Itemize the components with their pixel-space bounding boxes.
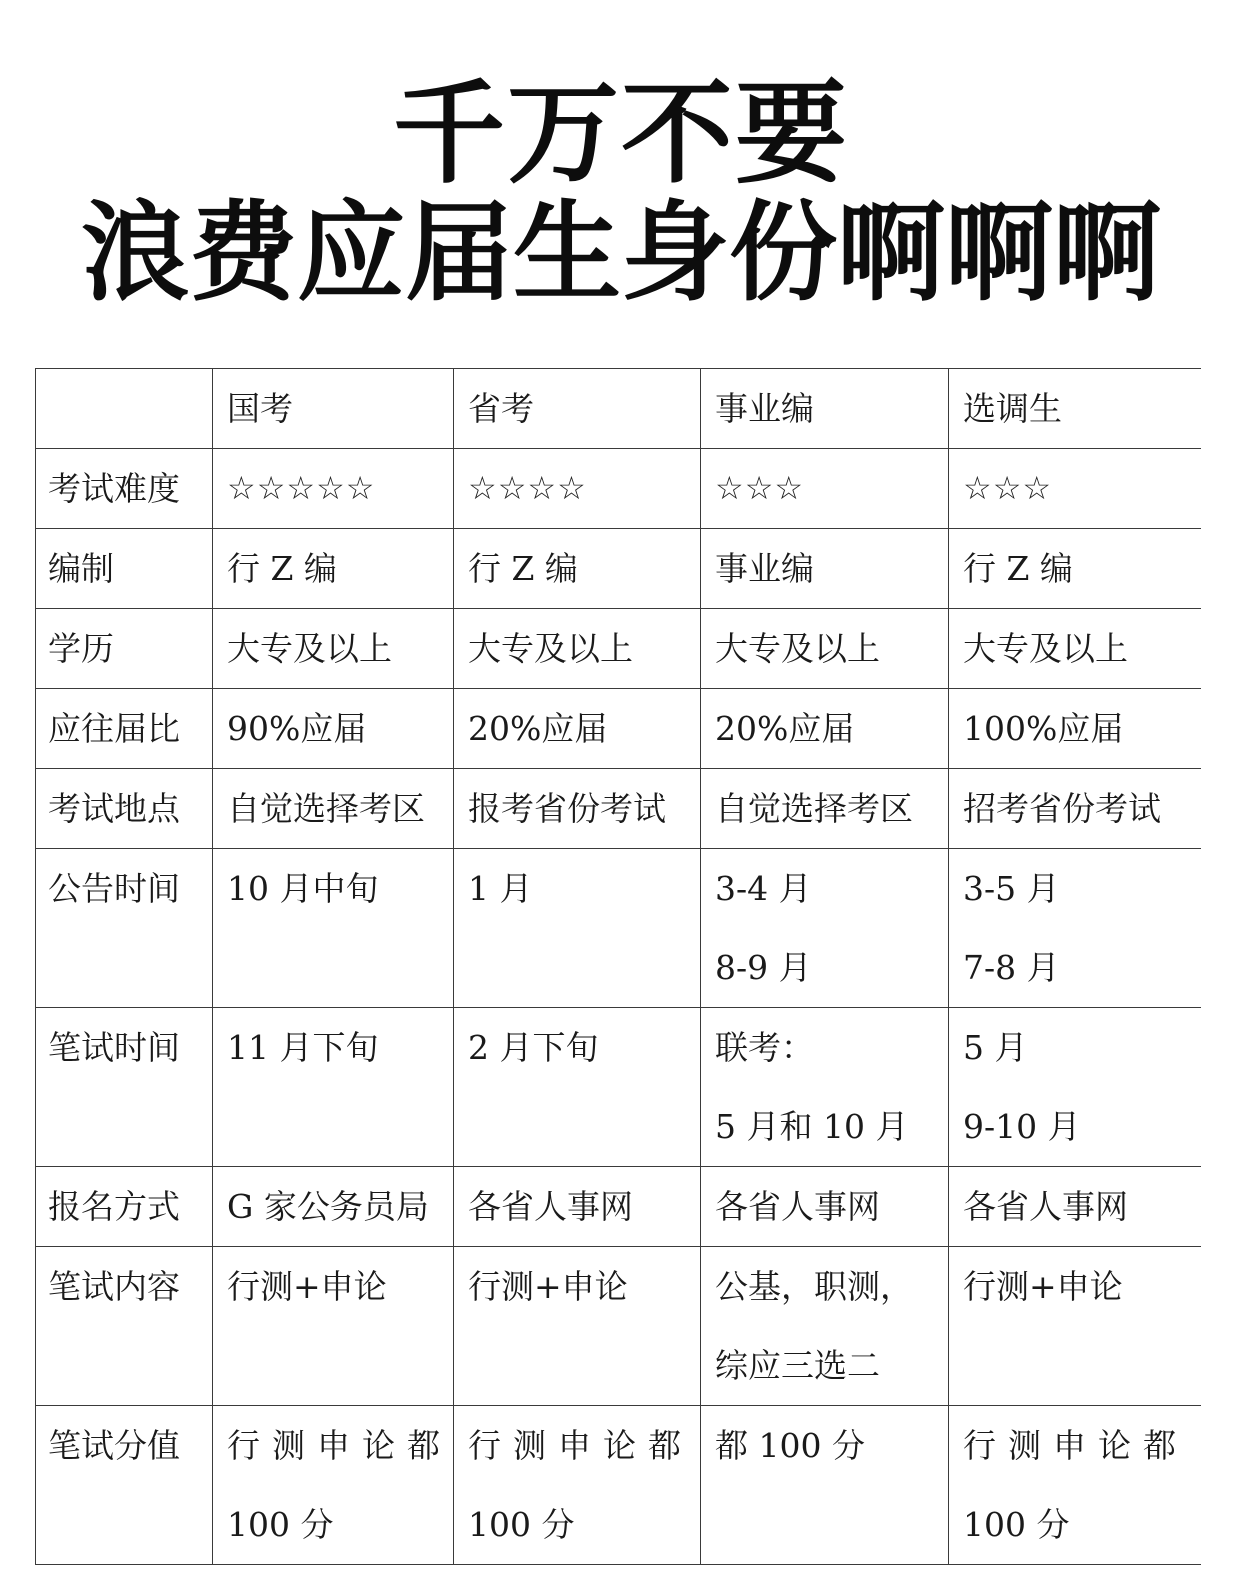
table-cell	[949, 609, 1202, 689]
table-header-row	[36, 369, 1202, 449]
cell-text: 行 Z 编	[468, 549, 578, 588]
table-cell	[454, 1167, 701, 1247]
table-cell	[701, 769, 949, 849]
table-row	[36, 609, 1202, 689]
cell-text: 20%应届	[468, 709, 608, 748]
cell-text: 10 月中旬	[227, 869, 379, 908]
column-header: 省考	[454, 369, 701, 449]
table-cell	[949, 1167, 1202, 1247]
cell-text: 大专及以上	[963, 629, 1128, 668]
cell-text: 行测申论都	[227, 1426, 452, 1465]
cell-text: 100%应届	[963, 709, 1124, 748]
table-cell	[213, 769, 454, 849]
cell-text: 各省人事网	[715, 1187, 880, 1226]
cell-text: 各省人事网	[468, 1187, 633, 1226]
table-cell	[213, 449, 454, 529]
table-cell	[454, 1247, 701, 1406]
cell-text: 8-9 月	[715, 948, 812, 987]
table-row	[36, 689, 1202, 769]
header-corner-cell	[36, 369, 213, 449]
table-cell	[701, 1406, 949, 1565]
cell-text: 行测+申论	[963, 1267, 1123, 1306]
table-row	[36, 1167, 1202, 1247]
row-label: 笔试时间	[36, 1008, 213, 1167]
cell-text: 各省人事网	[963, 1187, 1128, 1226]
table-cell	[454, 849, 701, 1008]
cell-text: 2 月下旬	[468, 1028, 599, 1067]
row-label: 学历	[36, 609, 213, 689]
cell-text: 联考：	[715, 1028, 814, 1067]
column-header: 国考	[213, 369, 454, 449]
table-cell	[701, 849, 949, 1008]
table-row	[36, 849, 1202, 1008]
table-cell	[701, 609, 949, 689]
table-cell	[213, 609, 454, 689]
column-header: 事业编	[701, 369, 949, 449]
table-row	[36, 1406, 1202, 1565]
table-cell	[701, 449, 949, 529]
cell-text: 9-10 月	[963, 1107, 1081, 1146]
cell-text: 行测+申论	[227, 1267, 387, 1306]
table-cell	[949, 529, 1202, 609]
cell-text: 自觉选择考区	[715, 789, 913, 828]
cell-text: 7-8 月	[963, 948, 1060, 987]
table-cell	[454, 1406, 701, 1565]
cell-text: 都 100 分	[715, 1426, 865, 1465]
cell-text: 行测+申论	[468, 1267, 628, 1306]
cell-text: 行测申论都	[468, 1426, 693, 1465]
table-row	[36, 529, 1202, 609]
table-cell	[213, 1008, 454, 1167]
table-cell	[949, 769, 1202, 849]
table-cell	[454, 609, 701, 689]
cell-text: 综应三选二	[715, 1346, 880, 1385]
column-header: 选调生	[949, 369, 1202, 449]
cell-text: 5 月	[963, 1028, 1028, 1067]
table-cell	[454, 769, 701, 849]
row-label: 笔试内容	[36, 1247, 213, 1406]
table-cell	[213, 529, 454, 609]
table-cell	[701, 529, 949, 609]
difficulty-stars: ☆☆☆	[715, 469, 805, 507]
row-label: 考试难度	[36, 449, 213, 529]
table-cell	[701, 689, 949, 769]
row-label: 编制	[36, 529, 213, 609]
cell-text: 公基，职测，	[715, 1267, 913, 1306]
cell-text: 招考省份考试	[963, 789, 1161, 828]
cell-text: 90%应届	[227, 709, 367, 748]
cell-text: 11 月下旬	[227, 1028, 379, 1067]
title-line-1: 千万不要	[393, 69, 849, 199]
row-label: 应往届比	[36, 689, 213, 769]
cell-text: 大专及以上	[227, 629, 392, 668]
row-label: 考试地点	[36, 769, 213, 849]
cell-text: 事业编	[715, 549, 814, 588]
table-cell	[454, 529, 701, 609]
cell-text: 3-5 月	[963, 869, 1060, 908]
table-cell	[949, 849, 1202, 1008]
table-cell	[949, 1406, 1202, 1565]
table-cell	[949, 1008, 1202, 1167]
table-cell	[213, 849, 454, 1008]
cell-text: 20%应届	[715, 709, 855, 748]
row-label: 报名方式	[36, 1167, 213, 1247]
table-cell	[213, 689, 454, 769]
cell-text: 大专及以上	[715, 629, 880, 668]
cell-text: 100 分	[468, 1505, 575, 1544]
cell-text: 3-4 月	[715, 869, 812, 908]
row-label: 公告时间	[36, 849, 213, 1008]
table-cell	[213, 1167, 454, 1247]
cell-text: 100 分	[227, 1505, 334, 1544]
table-row	[36, 769, 1202, 849]
table-cell	[949, 1247, 1202, 1406]
table-cell	[213, 1406, 454, 1565]
table-cell	[213, 1247, 454, 1406]
difficulty-stars: ☆☆☆☆☆	[227, 469, 376, 507]
difficulty-stars: ☆☆☆	[963, 469, 1053, 507]
cell-text: 行 Z 编	[963, 549, 1073, 588]
difficulty-stars: ☆☆☆☆	[468, 469, 587, 507]
cell-text: 大专及以上	[468, 629, 633, 668]
cell-text: 5 月和 10 月	[715, 1107, 909, 1146]
table-cell	[454, 689, 701, 769]
title-line-2: 浪费应届生身份啊啊啊	[80, 191, 1161, 316]
cell-text: 报考省份考试	[468, 789, 666, 828]
cell-text: 自觉选择考区	[227, 789, 425, 828]
table-row	[36, 1247, 1202, 1406]
comparison-table	[35, 368, 1201, 1565]
table-row	[36, 1008, 1202, 1167]
table-cell	[454, 449, 701, 529]
table-cell	[949, 449, 1202, 529]
table-cell	[701, 1008, 949, 1167]
table-row	[36, 449, 1202, 529]
cell-text: 行测申论都	[963, 1426, 1188, 1465]
table-cell	[701, 1167, 949, 1247]
poster-title	[0, 0, 1242, 360]
cell-text: 100 分	[963, 1505, 1070, 1544]
table-cell	[701, 1247, 949, 1406]
cell-text: 1 月	[468, 869, 533, 908]
cell-text: G 家公务员局	[227, 1187, 429, 1226]
comparison-table-wrapper	[35, 368, 1201, 1581]
row-label: 笔试分值	[36, 1406, 213, 1565]
cell-text: 行 Z 编	[227, 549, 337, 588]
table-cell	[949, 689, 1202, 769]
table-cell	[454, 1008, 701, 1167]
